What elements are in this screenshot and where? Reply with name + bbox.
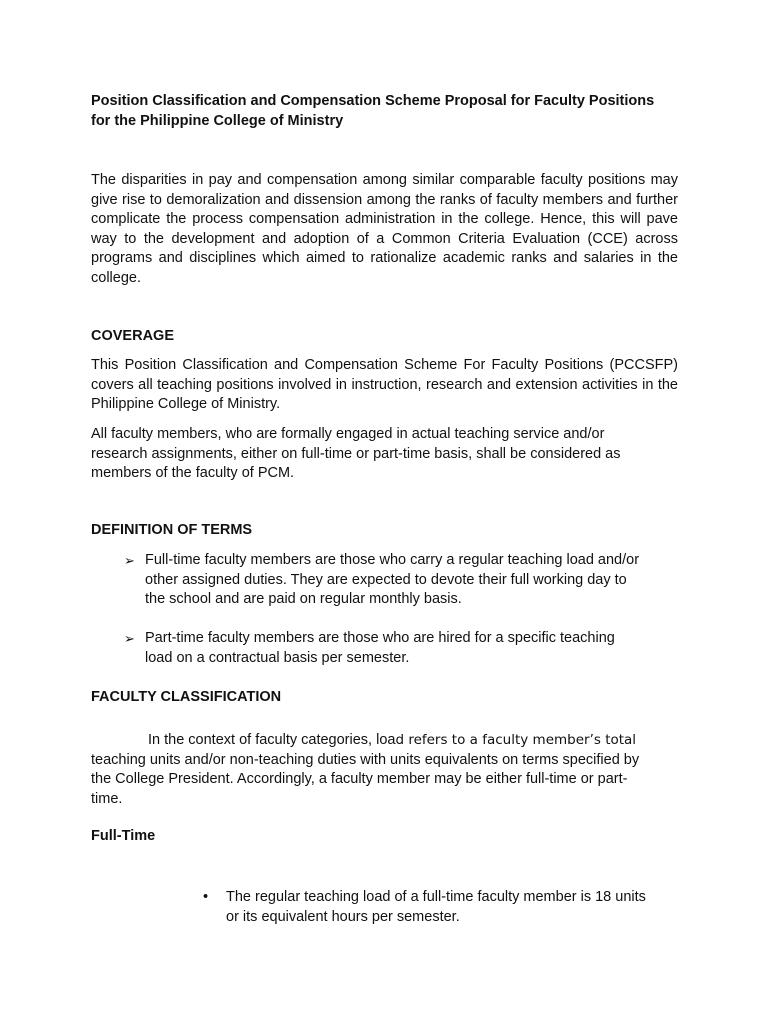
coverage-p2-line-3: members of the faculty of PCM. — [91, 465, 295, 481]
classification-line-1a: In the context of faculty categories, loa — [148, 732, 396, 748]
definition-1-line-1: Full-time faculty members are those who carry a regular teaching load and/or — [145, 552, 640, 568]
classification-line-1b: d refers to a faculty member’s total — [395, 732, 637, 748]
definition-2-line-1: Part-time faculty members are those who are hired for a specific teaching — [145, 630, 615, 646]
fulltime-line-2: or its equivalent hours per semester. — [226, 908, 460, 925]
coverage-paragraph-1: This Position Classification and Compensation Scheme For Faculty Positions (PCCSFP) covers all teaching positions involved in instruction, research and extension activities in the Philippine College of Ministry. — [91, 357, 678, 412]
document-title — [91, 92, 691, 131]
arrow-bullet-icon: ➢ — [124, 553, 135, 568]
fulltime-line-1: The regular teaching load of a full-time faculty member is 18 units — [226, 889, 646, 905]
classification-paragraph — [91, 731, 681, 809]
coverage-heading: COVERAGE — [91, 328, 174, 344]
title-line-1: Position Classification and Compensation Scheme Proposal for Faculty Positions — [91, 93, 655, 109]
title-line-2: for the Philippine College of Ministry — [91, 112, 344, 129]
bullet-dot-icon: • — [203, 889, 209, 905]
classification-heading: FACULTY CLASSIFICATION — [91, 689, 282, 705]
classification-line-2: teaching units and/or non-teaching duties with units equivalents on terms specified by — [91, 751, 640, 768]
definition-1-line-3: the school and are paid on regular monthly basis. — [145, 591, 462, 607]
classification-line-4: time. — [91, 790, 123, 807]
coverage-p2-line-2: research assignments, either on full-time or part-time basis, shall be considered as — [91, 445, 621, 462]
coverage-p2-line-1: All faculty members, who are formally engaged in actual teaching service and/or — [91, 426, 605, 442]
definition-1-line-2: other assigned duties. They are expected to devote their full working day to — [145, 571, 627, 588]
definition-2-line-2: load on a contractual basis per semester. — [145, 649, 410, 666]
classification-line-3: the College President. Accordingly, a faculty member may be either full-time or part- — [91, 771, 628, 787]
fulltime-heading: Full-Time — [91, 828, 156, 844]
coverage-paragraph-2 — [91, 425, 661, 484]
arrow-bullet-icon: ➢ — [124, 631, 135, 646]
intro-paragraph: The disparities in pay and compensation among similar comparable faculty positions may give rise to demoralization and dissension among the ranks of faculty members and further complicate the process compensation administration in the college. Hence, this will pave way to the development and adoption of a Common Criteria Evaluation (CCE) across programs and disciplines which aimed to rationalize academic ranks and salaries in the college. — [91, 172, 678, 286]
definitions-heading: DEFINITION OF TERMS — [91, 522, 253, 538]
